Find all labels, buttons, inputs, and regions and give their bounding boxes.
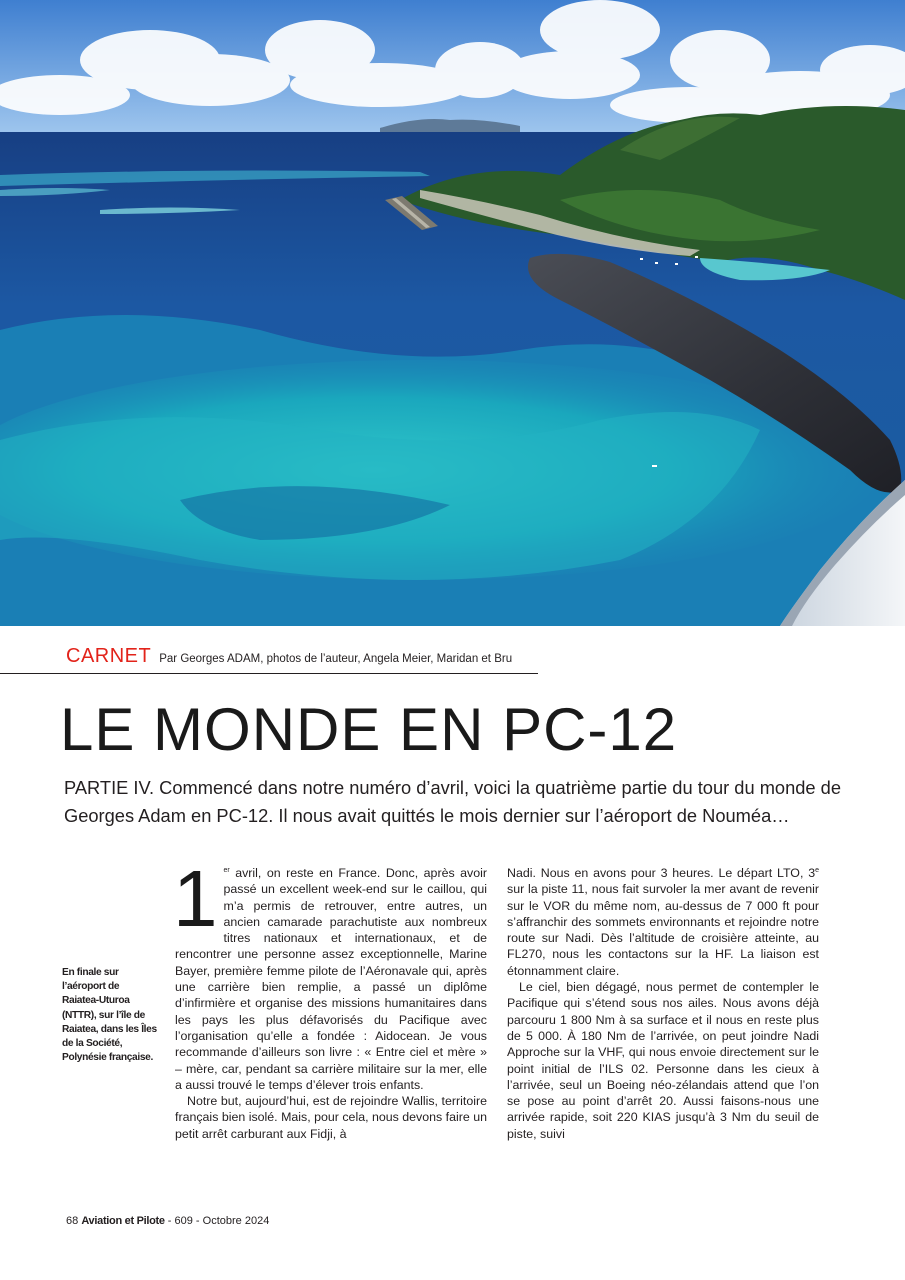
paragraph-text: Nadi. Nous en avons pour 3 heures. Le départ LTO, 3: [507, 866, 816, 880]
hero-photo: [0, 0, 905, 626]
paragraph: Le ciel, bien dégagé, nous permet de contempler le Pacifique qui s’étend sous nos ailes. Nous avons déjà parcouru 1 800 Nm à sa surface et il nous en reste plus de 5 000. À 180 Nm de l’arrivée, on peut joindre Nadi Approche sur la VHF, qui nous envoie directement sur le point initial de l’ILS 02. Personne dans les cieux à l’arrivée, seul un Boeing néo-zélandais attend que l’on se pose au point d’arrêt 20. Aussi faisons-nous une arrivée rapide, soit 220 KIAS jusqu’à 3 Nm du seuil de piste, suivi: [507, 980, 819, 1141]
author-credit: Par Georges ADAM, photos de l’auteur, Angela Meier, Maridan et Bru: [159, 653, 513, 665]
article-title: LE MONDE EN PC-12: [60, 696, 678, 763]
section-tag: CARNET: [66, 645, 152, 667]
ordinal-suffix: e: [815, 867, 819, 874]
paragraph: [173, 854, 487, 1093]
page-footer: [66, 1215, 269, 1227]
paragraph-text: avril, on reste en France. Donc, après avoir passé un excellent week-end sur le caillou, qui m’a permis de retrouver, entre autres, un ancien camarade parachutiste aux nombreux titres nationaux et internationaux, et de rencontrer une personne assez exceptionnelle, Marine Bayer, première femme pilote de l’Aéronavale qui, après une carrière bien remplie, a passé un diplôme d’infirmière et organise des missions humanitaires dans les pays les plus défavorisés du Pacifique avec l’organisation qu’elle a fondée : Aidocean. Je vous recommande d’ailleurs son livre : « Entre ciel et mère » – mère, car, pendant sa carrière militaire sur la mer, elle a aussi trouvé le temps d’élever trois enfants.: [175, 866, 487, 1092]
photo-caption: En finale sur l’aéroport de Raiatea-Uturoa (NTTR), sur l’île de Raiatea, dans les Îles de la Société, Polynésie française.: [62, 967, 157, 1064]
body-column-1: [173, 854, 488, 1142]
magazine-name: Aviation et Pilote: [81, 1215, 165, 1227]
article-lead: PARTIE IV. Commencé dans notre numéro d’avril, voici la quatrième partie du tour du monde de Georges Adam en PC-12. Il nous avait quittés le mois dernier sur l’aéroport de Nouméa…: [64, 777, 842, 826]
page-number: 68: [66, 1215, 79, 1227]
paragraph: Notre but, aujourd’hui, est de rejoindre Wallis, territoire français bien isolé. Mais, pour cela, nous devons faire un petit arrêt carburant aux Fidji, à: [175, 1094, 488, 1141]
paragraph-text: sur la piste 11, nous fait survoler la mer avant de revenir sur le VOR du même nom, au-dessus de 7 000 ft pour s’affranchir des sommets environnants et rejoindre notre route sur Nadi. Dès l’altitude de croisière atteinte, au FL270, nous les contactons sur la HF. La liaison est étonnamment claire.: [507, 882, 819, 978]
rubric-divider: [0, 673, 538, 674]
rubric: [66, 645, 512, 669]
ordinal-suffix: er: [223, 867, 230, 874]
paragraph: [507, 865, 819, 979]
body-column-2: [507, 865, 819, 1142]
aerial-lagoon-illustration: [0, 0, 905, 626]
drop-cap: 1: [173, 854, 218, 943]
issue-info: - 609 - Octobre 2024: [164, 1215, 270, 1227]
